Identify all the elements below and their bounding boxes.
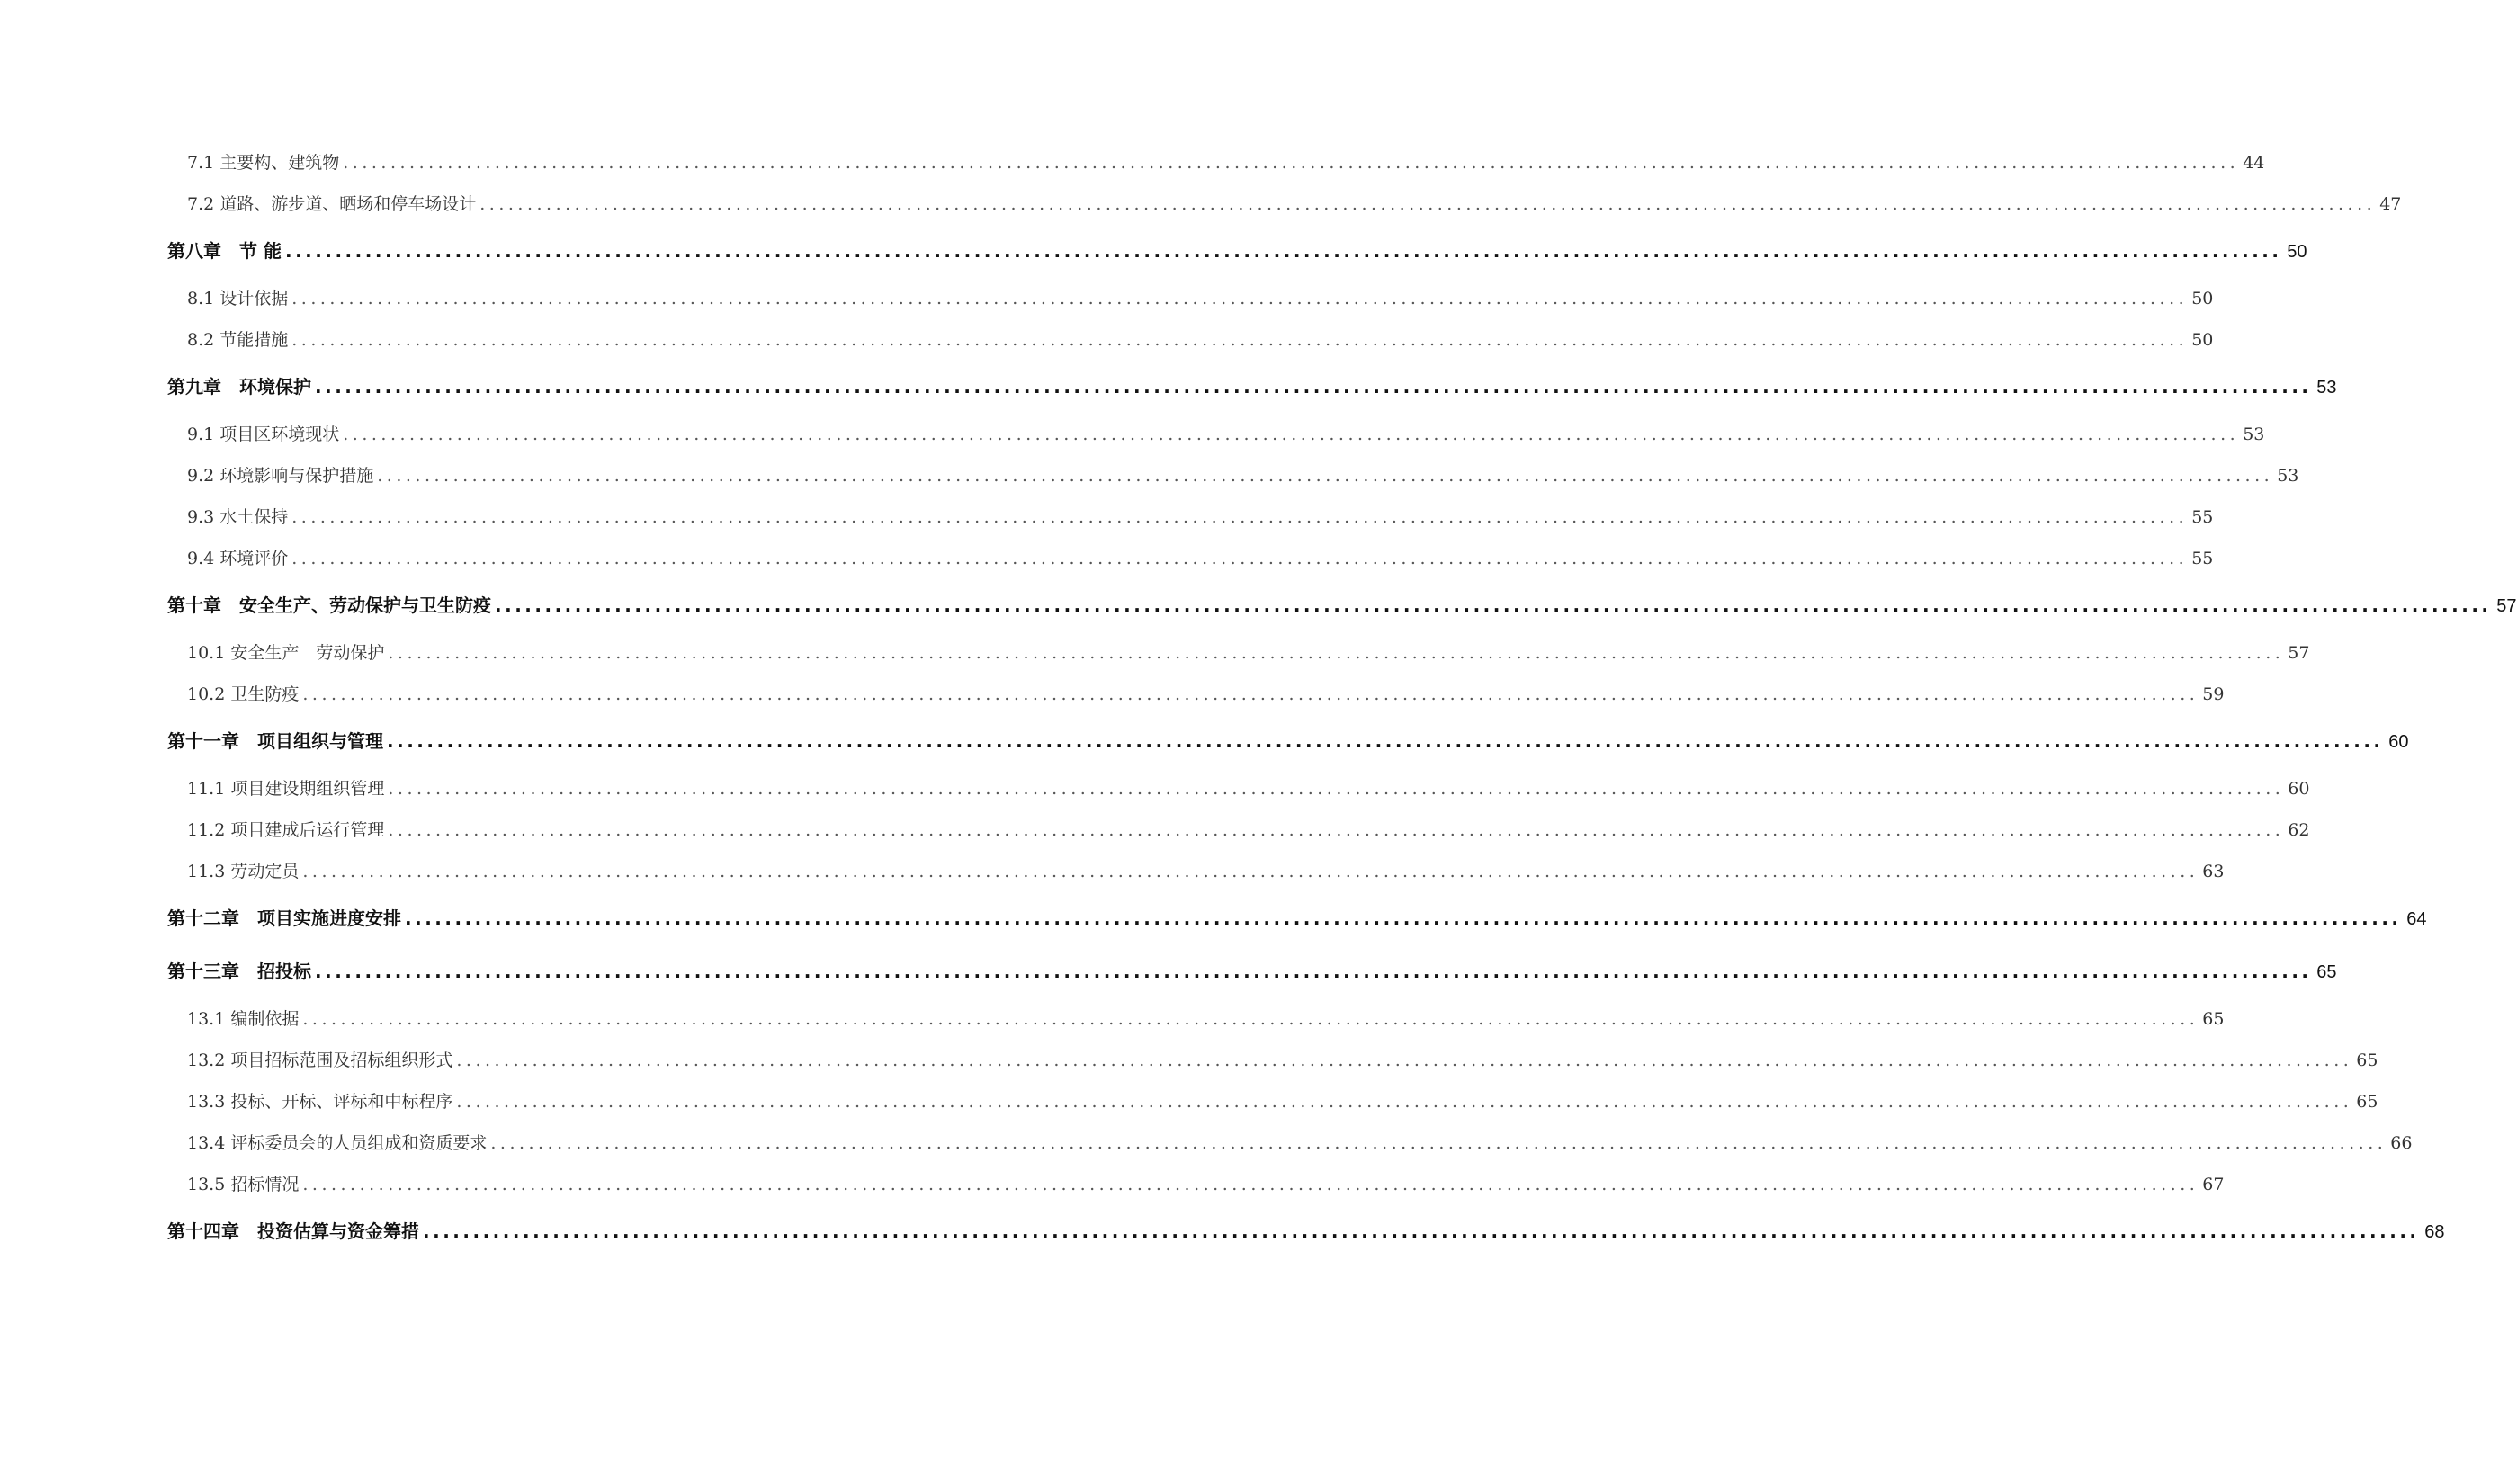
dot-leader: ........................................................................................................................................................................................................ xyxy=(302,1009,2199,1029)
toc-entry-title: 13.1 编制依据 xyxy=(187,1009,300,1029)
dot-leader: ........................................................................................................................................................................................................ xyxy=(387,730,2384,752)
toc-section-entry[interactable] xyxy=(167,1081,2378,1122)
toc-page-number: 62 xyxy=(2288,820,2310,840)
toc-page-number: 57 xyxy=(2496,596,2517,616)
dot-leader: ........................................................................................................................................................................................................ xyxy=(456,1050,2353,1070)
toc-section-entry[interactable] xyxy=(167,496,2214,538)
toc-section-entry[interactable] xyxy=(167,1164,2225,1205)
dot-leader: ........................................................................................................................................................................................................ xyxy=(479,194,2377,214)
dot-leader: ........................................................................................................................................................................................................ xyxy=(291,507,2189,527)
toc-chapter-entry[interactable] xyxy=(167,579,2517,632)
toc-entry-title: 13.5 招标情况 xyxy=(187,1175,300,1194)
toc-entry-title: 9.3 水土保持 xyxy=(187,507,289,527)
dot-leader: ........................................................................................................................................................................................................ xyxy=(343,153,2240,173)
toc-entry-title: 第八章 节 能 xyxy=(167,240,282,262)
toc-page-number: 50 xyxy=(2191,289,2214,308)
toc-page-number: 64 xyxy=(2406,909,2427,929)
toc-chapter-entry[interactable] xyxy=(167,1205,2445,1258)
toc-page-number: 63 xyxy=(2202,862,2225,881)
toc-page-number: 66 xyxy=(2390,1133,2413,1153)
toc-entry-title: 9.1 项目区环境现状 xyxy=(187,425,340,444)
dot-leader: ........................................................................................................................................................................................................ xyxy=(302,1175,2199,1194)
toc-entry-title: 11.3 劳动定员 xyxy=(187,862,300,881)
dot-leader: ........................................................................................................................................................................................................ xyxy=(388,643,2285,663)
toc-entry-title: 10.1 安全生产 劳动保护 xyxy=(187,643,385,663)
toc-page-number: 53 xyxy=(2243,425,2265,444)
toc-entry-title: 13.3 投标、开标、评标和中标程序 xyxy=(187,1092,453,1112)
toc-page-number: 65 xyxy=(2316,962,2337,982)
toc-page-number: 57 xyxy=(2288,643,2310,663)
toc-page-number: 65 xyxy=(2356,1050,2378,1070)
toc-entry-title: 第十四章 投资估算与资金筹措 xyxy=(167,1220,419,1242)
toc-page-number: 68 xyxy=(2424,1222,2445,1242)
toc-entry-title: 第九章 环境保护 xyxy=(167,376,311,398)
toc-page-number: 65 xyxy=(2356,1092,2378,1112)
dot-leader: ........................................................................................................................................................................................................ xyxy=(388,779,2285,799)
toc-chapter-entry[interactable] xyxy=(167,945,2337,998)
dot-leader: ........................................................................................................................................................................................................ xyxy=(377,466,2274,486)
dot-leader: ........................................................................................................................................................................................................ xyxy=(302,684,2199,704)
toc-chapter-entry[interactable] xyxy=(167,892,2427,945)
dot-leader: ........................................................................................................................................................................................................ xyxy=(388,820,2285,840)
toc-page-number: 50 xyxy=(2287,242,2307,262)
toc-section-entry[interactable] xyxy=(167,319,2214,361)
toc-page-number: 53 xyxy=(2316,378,2337,398)
toc-entry-title: 11.2 项目建成后运行管理 xyxy=(187,820,385,840)
toc-page-number: 47 xyxy=(2379,194,2402,214)
dot-leader: ........................................................................................................................................................................................................ xyxy=(291,330,2189,350)
toc-section-entry[interactable] xyxy=(167,632,2310,674)
toc-chapter-entry[interactable] xyxy=(167,361,2337,414)
toc-section-entry[interactable] xyxy=(167,768,2310,809)
toc-entry-title: 7.1 主要构、建筑物 xyxy=(187,153,340,173)
toc-entry-title: 8.2 节能措施 xyxy=(187,330,289,350)
toc-section-entry[interactable] xyxy=(167,414,2265,455)
dot-leader: ........................................................................................................................................................................................................ xyxy=(291,549,2189,568)
dot-leader: ........................................................................................................................................................................................................ xyxy=(343,425,2240,444)
toc-section-entry[interactable] xyxy=(167,998,2225,1040)
toc-chapter-entry[interactable] xyxy=(167,715,2409,768)
dot-leader: ........................................................................................................................................................................................................ xyxy=(423,1220,2420,1242)
toc-section-entry[interactable] xyxy=(167,278,2214,319)
dot-leader: ........................................................................................................................................................................................................ xyxy=(405,907,2402,929)
toc-entry-title: 10.2 卫生防疫 xyxy=(187,684,300,704)
toc-section-entry[interactable] xyxy=(167,538,2214,579)
toc-entry-title: 9.2 环境影响与保护措施 xyxy=(187,466,374,486)
toc-section-entry[interactable] xyxy=(167,809,2310,851)
toc-entry-title: 13.4 评标委员会的人员组成和资质要求 xyxy=(187,1133,488,1153)
toc-entry-title: 第十三章 招投标 xyxy=(167,961,311,982)
toc-page-number: 55 xyxy=(2191,507,2214,527)
toc-page-number: 59 xyxy=(2202,684,2225,704)
toc-page-number: 60 xyxy=(2388,732,2409,752)
toc-page-number: 50 xyxy=(2191,330,2214,350)
toc-entry-title: 7.2 道路、游步道、晒场和停车场设计 xyxy=(187,194,477,214)
toc-chapter-entry[interactable] xyxy=(167,225,2307,278)
toc-entry-title: 第十一章 项目组织与管理 xyxy=(167,730,383,752)
dot-leader: ........................................................................................................................................................................................................ xyxy=(291,289,2189,308)
toc-section-entry[interactable] xyxy=(167,1040,2378,1081)
toc-entry-title: 13.2 项目招标范围及招标组织形式 xyxy=(187,1050,453,1070)
dot-leader: ........................................................................................................................................................................................................ xyxy=(315,376,2312,398)
dot-leader: ........................................................................................................................................................................................................ xyxy=(456,1092,2353,1112)
toc-section-entry[interactable] xyxy=(167,142,2265,183)
toc-page-number: 55 xyxy=(2191,549,2214,568)
dot-leader: ........................................................................................................................................................................................................ xyxy=(490,1133,2387,1153)
toc-entry-title: 第十二章 项目实施进度安排 xyxy=(167,907,401,929)
table-of-contents xyxy=(167,142,2517,1258)
toc-section-entry[interactable] xyxy=(167,851,2225,892)
toc-page-number: 65 xyxy=(2202,1009,2225,1029)
toc-page-number: 60 xyxy=(2288,779,2310,799)
toc-section-entry[interactable] xyxy=(167,183,2402,225)
toc-page-number: 67 xyxy=(2202,1175,2225,1194)
toc-entry-title: 9.4 环境评价 xyxy=(187,549,289,568)
toc-section-entry[interactable] xyxy=(167,1122,2413,1164)
toc-entry-title: 8.1 设计依据 xyxy=(187,289,289,308)
dot-leader: ........................................................................................................................................................................................................ xyxy=(284,240,2282,262)
toc-section-entry[interactable] xyxy=(167,455,2299,496)
toc-entry-title: 11.1 项目建设期组织管理 xyxy=(187,779,385,799)
toc-page-number: 53 xyxy=(2277,466,2299,486)
toc-section-entry[interactable] xyxy=(167,674,2225,715)
toc-entry-title: 第十章 安全生产、劳动保护与卫生防疫 xyxy=(167,594,491,616)
dot-leader: ........................................................................................................................................................................................................ xyxy=(315,961,2312,982)
dot-leader: ........................................................................................................................................................................................................ xyxy=(495,594,2492,616)
dot-leader: ........................................................................................................................................................................................................ xyxy=(302,862,2199,881)
toc-page-number: 44 xyxy=(2243,153,2265,173)
